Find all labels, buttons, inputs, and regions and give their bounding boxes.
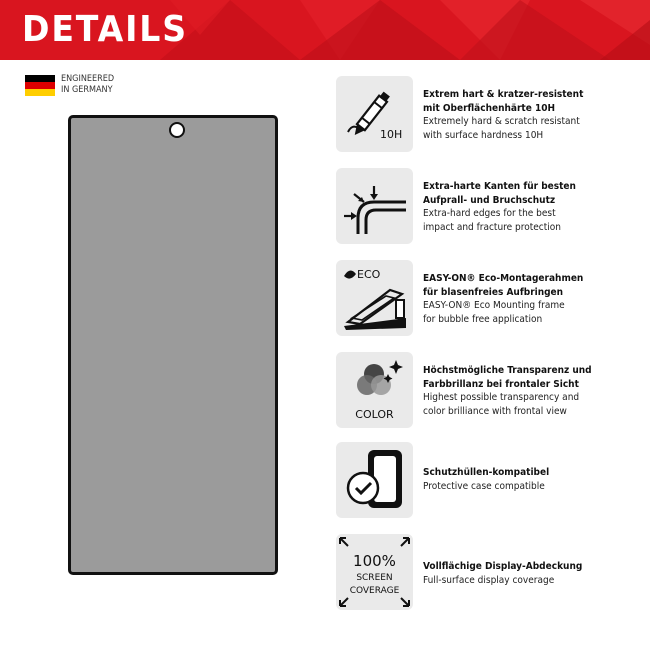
header-banner <box>0 0 650 60</box>
feature-text <box>423 272 633 326</box>
color-label: COLOR <box>355 408 394 421</box>
impact-edge-icon <box>336 168 413 244</box>
pen-hardness-icon <box>336 76 413 152</box>
feature-icon-box <box>336 442 413 518</box>
coverage-label-1: SCREEN <box>356 573 393 583</box>
eco-label: ECO <box>357 268 381 281</box>
germany-flag-icon <box>25 75 55 96</box>
feature-full-coverage <box>336 534 636 610</box>
feature-text-en: for bubble free application <box>423 313 543 325</box>
feature-text-en: with surface hardness 10H <box>423 129 544 141</box>
feature-icon-box <box>336 260 413 336</box>
origin-line-1: ENGINEERED <box>61 74 115 84</box>
feature-title-de: Extra-harte Kanten für besten <box>423 181 576 192</box>
eco-mounting-frame-icon <box>336 260 413 336</box>
full-coverage-icon <box>336 534 413 610</box>
feature-icon-box <box>336 534 413 610</box>
feature-title-de: Farbbrillanz bei frontaler Sicht <box>423 378 579 390</box>
feature-title-de: für blasenfreies Aufbringen <box>423 286 564 298</box>
feature-case-compatible <box>336 442 636 518</box>
leaf-icon <box>344 270 356 278</box>
feature-title-de: Vollflächige Display-Abdeckung <box>423 561 583 572</box>
case-compatible-icon <box>336 442 413 518</box>
feature-icon-box <box>336 352 413 428</box>
coverage-label-2: COVERAGE <box>349 586 400 596</box>
feature-text-en: impact and fracture protection <box>423 221 561 233</box>
feature-hardness <box>336 76 636 152</box>
feature-edges <box>336 168 636 244</box>
origin-badge <box>25 74 114 96</box>
feature-icon-box <box>336 76 413 152</box>
origin-line-2: IN GERMANY <box>61 85 113 95</box>
feature-icon-box <box>336 168 413 244</box>
feature-title-de: mit Oberflächenhärte 10H <box>423 102 556 114</box>
color-brilliance-icon <box>336 352 413 428</box>
sparkle-icon <box>389 360 403 374</box>
feature-text <box>423 560 633 587</box>
feature-text <box>423 466 633 493</box>
check-circle-icon <box>348 473 378 503</box>
coverage-percent: 100% <box>353 552 396 570</box>
feature-text-en: Extra-hard edges for the best <box>423 208 556 219</box>
feature-title-de: Höchstmögliche Transparenz und <box>423 365 592 376</box>
feature-text-en: Full-surface display coverage <box>423 574 555 586</box>
feature-text-en: Extremely hard & scratch resistant <box>423 116 580 127</box>
feature-text-en: Protective case compatible <box>423 480 545 492</box>
page-title: DETAILS <box>22 9 188 50</box>
feature-title-de: Extrem hart & kratzer-resistent <box>423 89 584 100</box>
feature-title-de: Schutzhüllen-kompatibel <box>423 467 550 478</box>
phone-screen-protector-illustration <box>68 115 278 575</box>
feature-title-de: Aufprall- und Bruchschutz <box>423 194 556 206</box>
feature-text-en: EASY-ON® Eco Mounting frame <box>423 300 565 311</box>
camera-cutout <box>169 122 185 138</box>
feature-title-de: EASY-ON® Eco-Montagerahmen <box>423 273 584 284</box>
feature-text-en: color brilliance with frontal view <box>423 405 567 417</box>
origin-text <box>61 74 114 96</box>
feature-text <box>423 180 633 234</box>
feature-text-en: Highest possible transparency and <box>423 392 580 403</box>
feature-text <box>423 364 633 418</box>
feature-text <box>423 88 633 142</box>
feature-easy-on <box>336 260 636 336</box>
feature-transparency <box>336 352 636 428</box>
hardness-label: 10H <box>380 128 403 141</box>
